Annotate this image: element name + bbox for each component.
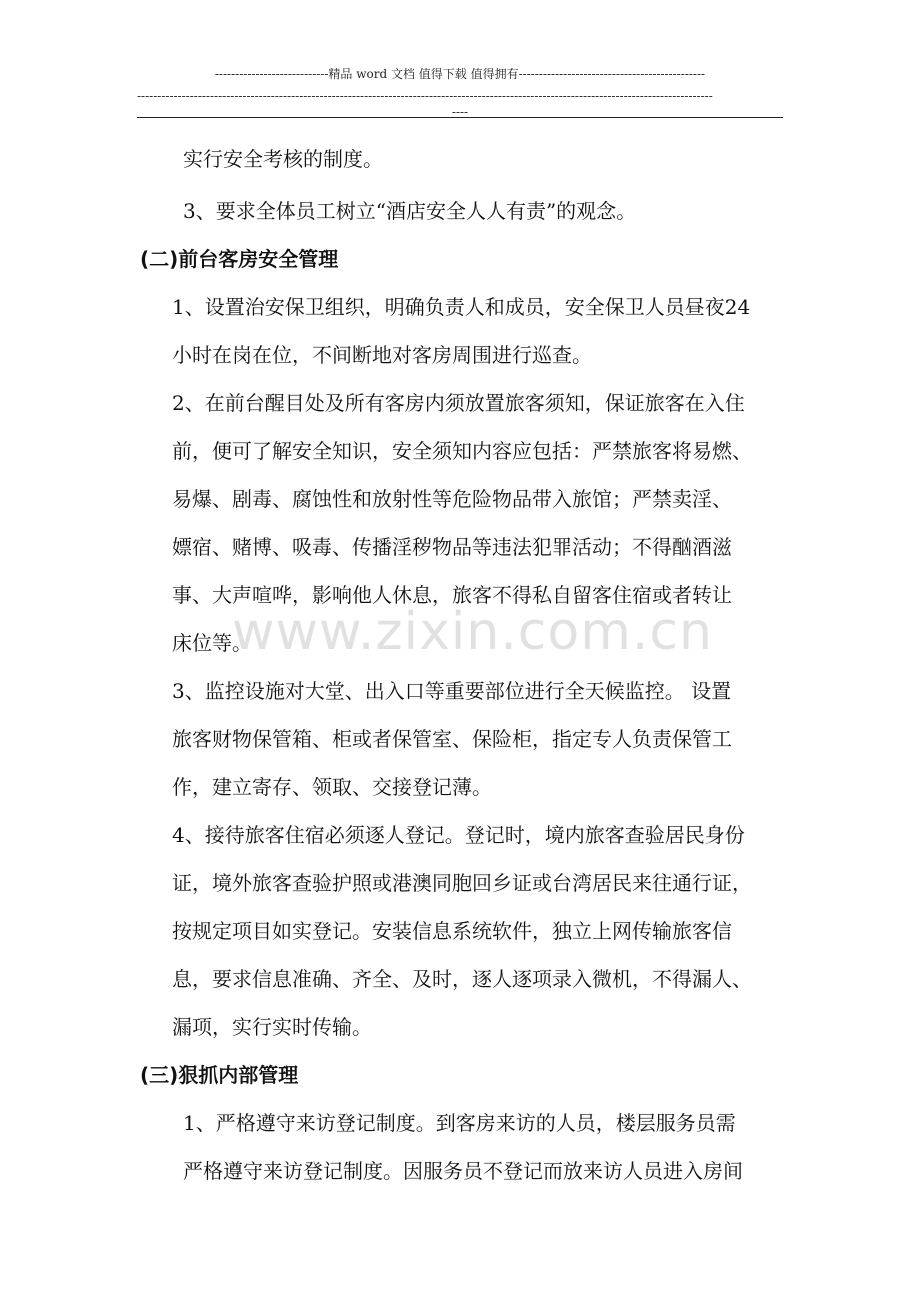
section-heading: (三)狠抓内部管理 xyxy=(140,1063,299,1087)
paragraph-line: 小时在岗在位，不间断地对客房周围进行巡查。 xyxy=(172,343,592,367)
paragraph-line: 前，便可了解安全知识，安全须知内容应包括：严禁旅客将易燃、 xyxy=(172,439,752,463)
paragraph-line: 严格遵守来访登记制度。因服务员不登记而放来访人员进入房间 xyxy=(183,1159,743,1183)
paragraph-line: 易爆、剧毒、腐蚀性和放射性等危险物品带入旅馆；严禁卖淫、 xyxy=(172,487,732,511)
paragraph-line: 息，要求信息准确、齐全、及时，逐人逐项录入微机，不得漏人、 xyxy=(172,967,752,991)
paragraph-line: 事、大声喧哗，影响他人休息，旅客不得私自留客住宿或者转让 xyxy=(172,583,732,607)
paragraph-line: 1、严格遵守来访登记制度。到客房来访的人员，楼层服务员需 xyxy=(183,1111,736,1135)
watermark: www.zixin.com.cn xyxy=(232,602,713,662)
header-dash-line: ---------------------------------------------------------------------------------------------------------------------------------------------- xyxy=(137,89,713,103)
paragraph-line: 证，境外旅客查验护照或港澳同胞回乡证或台湾居民来往通行证， xyxy=(172,871,752,895)
paragraph-line: 实行安全考核的制度。 xyxy=(183,147,383,171)
paragraph-line: 1、设置治安保卫组织，明确负责人和成员，安全保卫人员昼夜24 xyxy=(172,295,751,319)
paragraph-line: 3、监控设施对大堂、出入口等重要部位进行全天候监控。 设置 xyxy=(172,679,732,703)
paragraph-line: 2、在前台醒目处及所有客房内须放置旅客须知，保证旅客在入住 xyxy=(172,391,745,415)
paragraph-line: 4、接待旅客住宿必须逐人登记。登记时，境内旅客查验居民身份 xyxy=(172,823,745,847)
page-header xyxy=(137,64,783,120)
header-banner: ----------------------------精品 word 文档 值得下载 值得拥有---------------------------------------------- xyxy=(214,67,706,81)
header-dash-tail: ---- xyxy=(451,105,469,119)
paragraph-line: 漏项，实行实时传输。 xyxy=(172,1015,372,1039)
header-rule xyxy=(137,117,783,118)
paragraph-line: 3、要求全体员工树立“酒店安全人人有责”的观念。 xyxy=(183,199,637,223)
paragraph-line: 作，建立寄存、领取、交接登记薄。 xyxy=(172,775,492,799)
paragraph-line: 旅客财物保管箱、柜或者保管室、保险柜，指定专人负责保管工 xyxy=(172,727,732,751)
section-heading: (二)前台客房安全管理 xyxy=(140,247,339,271)
paragraph-line: 床位等。 xyxy=(172,631,252,655)
paragraph-line: 按规定项目如实登记。安装信息系统软件，独立上网传输旅客信 xyxy=(172,919,732,943)
paragraph-line: 嫖宿、赌博、吸毒、传播淫秽物品等违法犯罪活动；不得酗酒滋 xyxy=(172,535,732,559)
